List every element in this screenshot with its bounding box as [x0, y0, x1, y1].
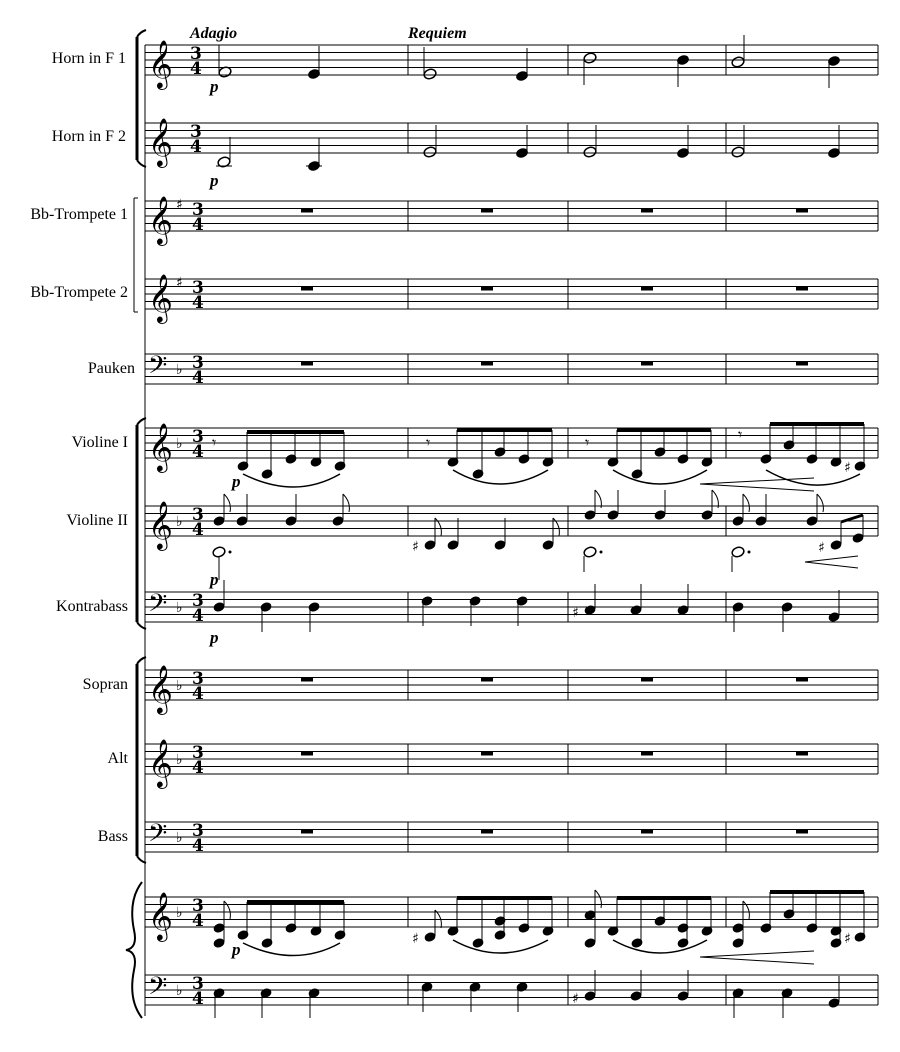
horn-1-notes [218, 35, 841, 88]
violine-2-notes [212, 490, 864, 580]
staff-label-violine-1: Violine I [71, 434, 128, 451]
bass-clef-icon: 𝄢 [148, 972, 168, 1007]
time-signature-numerator: 3 [192, 505, 204, 525]
svg-text:𝄾: 𝄾 [212, 433, 217, 452]
treble-clef-icon: 𝄞 [148, 39, 173, 88]
time-signature-denominator: 4 [190, 137, 202, 157]
time-signature-numerator: 3 [192, 353, 204, 373]
staff-lines [145, 45, 878, 1005]
kontrabass-notes [213, 580, 840, 632]
svg-text:𝄾: 𝄾 [585, 433, 590, 452]
svg-text:♯: ♯ [412, 931, 419, 947]
sharp-key-icon: ♯ [176, 275, 183, 291]
time-signature-denominator: 4 [192, 758, 204, 778]
flat-key-icon: ♭ [176, 983, 183, 999]
whole-rest-icon [796, 678, 808, 682]
staff-label-bass: Bass [97, 828, 128, 845]
flat-key-icon: ♭ [176, 436, 183, 452]
time-signature-denominator: 4 [190, 59, 202, 79]
whole-rest-icon [796, 362, 808, 366]
staff-label-pauken: Pauken [87, 360, 135, 377]
flat-key-icon: ♭ [176, 362, 183, 378]
time-signature-denominator: 4 [192, 606, 204, 626]
staff-label-trumpet-1: Bb-Trompete 1 [30, 206, 128, 223]
staff-label-horn-1: Horn in F 1 [51, 50, 126, 67]
staff-label-violine-2: Violine II [66, 512, 128, 529]
bass-clef-icon: 𝄢 [148, 819, 168, 854]
staff-label-alt: Alt [107, 750, 128, 767]
whole-rest-icon [481, 209, 493, 213]
tempo-mark-adagio: Adagio [190, 25, 238, 42]
time-signature-denominator: 4 [192, 989, 204, 1009]
flat-key-icon: ♭ [176, 830, 183, 846]
time-signature-numerator: 3 [192, 896, 204, 916]
time-signature-denominator: 4 [192, 215, 204, 235]
dynamic-horn-1: p [210, 77, 219, 96]
whole-rest-icon [796, 287, 808, 291]
time-signature-numerator: 3 [192, 821, 204, 841]
whole-rest-icon [481, 287, 493, 291]
svg-text:𝄾: 𝄾 [426, 433, 431, 452]
clefs [148, 39, 173, 1007]
whole-rest-icon [481, 362, 493, 366]
time-signature-numerator: 3 [190, 44, 202, 64]
whole-rest-icon [641, 830, 653, 834]
whole-rest-icon [796, 209, 808, 213]
treble-clef-icon: 𝄞 [148, 422, 173, 471]
time-signature-numerator: 3 [192, 669, 204, 689]
whole-rest-icon [641, 209, 653, 213]
whole-rest-icon [481, 678, 493, 682]
flat-key-icon: ♭ [176, 752, 183, 768]
whole-rest-icon [641, 287, 653, 291]
time-signature-numerator: 3 [192, 974, 204, 994]
staff-label-sopran: Sopran [82, 676, 128, 693]
violine-1-notes [212, 422, 866, 491]
bass-clef-icon: 𝄢 [148, 351, 168, 386]
dynamic-violine-1: p [232, 472, 241, 491]
dynamic-piano: p [232, 940, 241, 959]
key-signatures [176, 197, 183, 999]
time-signatures [190, 44, 204, 1009]
time-signature-numerator: 3 [192, 743, 204, 763]
flat-key-icon: ♭ [176, 905, 183, 921]
svg-text:♯: ♯ [844, 931, 851, 947]
time-signature-numerator: 3 [192, 591, 204, 611]
whole-rest-icon [301, 678, 313, 682]
treble-clef-icon: 𝄞 [148, 195, 173, 244]
group-brackets [126, 30, 146, 1018]
piano-brace [126, 882, 142, 1018]
whole-rest-icon [481, 830, 493, 834]
time-signature-denominator: 4 [192, 442, 204, 462]
time-signature-denominator: 4 [192, 911, 204, 931]
staff-label-horn-2: Horn in F 2 [51, 128, 126, 145]
whole-rest-icon [301, 209, 313, 213]
time-signature-denominator: 4 [192, 836, 204, 856]
whole-rest-icon [301, 830, 313, 834]
time-signature-numerator: 3 [192, 278, 204, 298]
whole-rest-icon [301, 287, 313, 291]
svg-text:♯: ♯ [844, 460, 851, 476]
time-signature-denominator: 4 [192, 368, 204, 388]
whole-rest-icon [796, 830, 808, 834]
whole-rest-icon [641, 678, 653, 682]
treble-clef-icon: 𝄞 [148, 273, 173, 322]
svg-text:♯: ♯ [818, 540, 825, 556]
treble-clef-icon: 𝄞 [148, 117, 173, 166]
whole-rest-icon [641, 752, 653, 756]
horn-2-notes [216, 125, 841, 172]
flat-key-icon: ♭ [176, 678, 183, 694]
bass-clef-icon: 𝄢 [148, 589, 168, 624]
whole-rest-icon [301, 362, 313, 366]
treble-clef-icon: 𝄞 [148, 500, 173, 549]
treble-clef-icon: 𝄞 [148, 664, 173, 713]
sharp-key-icon: ♯ [176, 197, 183, 213]
staff-label-trumpet-2: Bb-Trompete 2 [30, 284, 128, 301]
flat-key-icon: ♭ [176, 514, 183, 530]
time-signature-denominator: 4 [192, 684, 204, 704]
whole-rest-icon [481, 752, 493, 756]
time-signature-denominator: 4 [192, 520, 204, 540]
time-signature-denominator: 4 [192, 293, 204, 313]
barlines [408, 45, 878, 1005]
whole-rest-icon [641, 362, 653, 366]
whole-rest-icon [796, 752, 808, 756]
time-signature-numerator: 3 [192, 427, 204, 447]
svg-text:♯: ♯ [412, 539, 419, 555]
svg-text:♯: ♯ [572, 605, 579, 621]
whole-rest-icon [301, 752, 313, 756]
treble-clef-icon: 𝄞 [148, 891, 173, 940]
dynamic-violine-2: p [210, 570, 219, 589]
dynamic-kontrabass: p [210, 628, 219, 647]
time-signature-numerator: 3 [192, 200, 204, 220]
svg-text:𝄾: 𝄾 [738, 425, 743, 444]
flat-key-icon: ♭ [176, 600, 183, 616]
dynamic-horn-2: p [210, 171, 219, 190]
time-signature-numerator: 3 [190, 122, 202, 142]
piano-bass-notes [213, 970, 840, 1018]
svg-text:♯: ♯ [572, 991, 579, 1007]
treble-clef-icon: 𝄞 [148, 738, 173, 787]
tempo-mark-requiem: Requiem [408, 25, 467, 42]
staff-label-kontrabass: Kontrabass [56, 598, 128, 615]
